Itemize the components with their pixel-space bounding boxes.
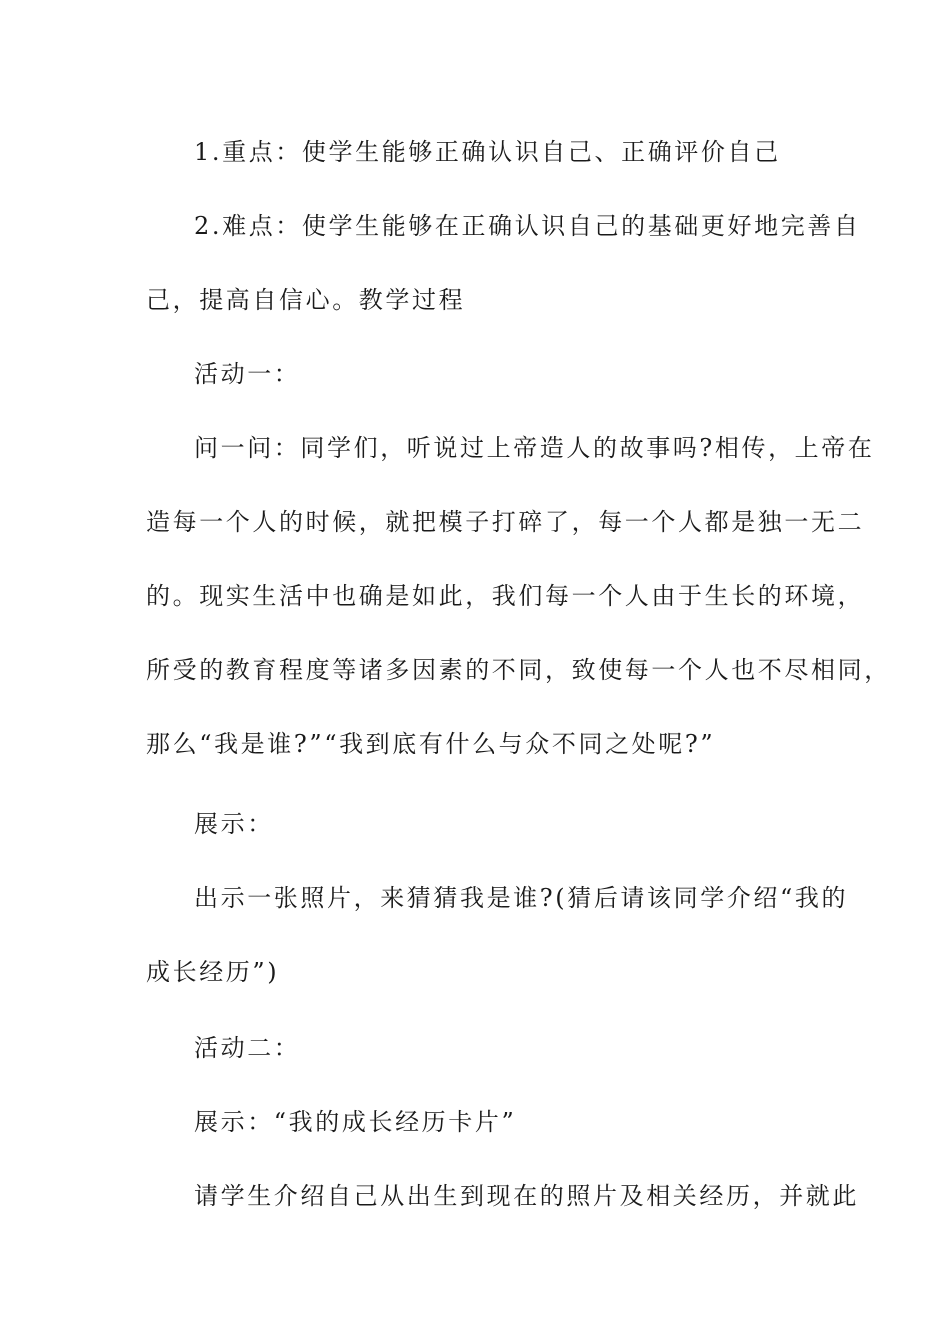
paragraph-question-line-3: 的。现实生活中也确是如此，我们每一个人由于生长的环境， (146, 582, 865, 610)
paragraph-question-line-4: 所受的教育程度等诸多因素的不同，致使每一个人也不尽相同， (146, 656, 891, 684)
paragraph-growth-card: 展示：“我的成长经历卡片” (194, 1108, 517, 1136)
paragraph-difficulty: 2.难点：使学生能够在正确认识自己的基础更好地完善自 (194, 212, 861, 240)
heading-activity-one: 活动一： (194, 360, 301, 388)
paragraph-key-point: 1.重点：使学生能够正确认识自己、正确评价自己 (194, 138, 781, 166)
paragraph-question-line-2: 造每一个人的时候，就把模子打碎了，每一个人都是独一无二 (146, 508, 865, 536)
paragraph-question-line-5: 那么“我是谁?”“我到底有什么与众不同之处呢?” (146, 730, 716, 758)
paragraph-photo: 出示一张照片，来猜猜我是谁?(猜后请该同学介绍“我的 (194, 884, 849, 912)
paragraph-photo-cont: 成长经历”) (146, 958, 280, 986)
paragraph-difficulty-cont: 己，提高自信心。教学过程 (146, 286, 466, 314)
paragraph-introduce: 请学生介绍自己从出生到现在的照片及相关经历，并就此 (194, 1182, 859, 1210)
heading-activity-two: 活动二： (194, 1034, 301, 1062)
heading-display: 展示： (194, 810, 274, 838)
paragraph-question: 问一问：同学们，听说过上帝造人的故事吗?相传，上帝在 (194, 434, 875, 462)
